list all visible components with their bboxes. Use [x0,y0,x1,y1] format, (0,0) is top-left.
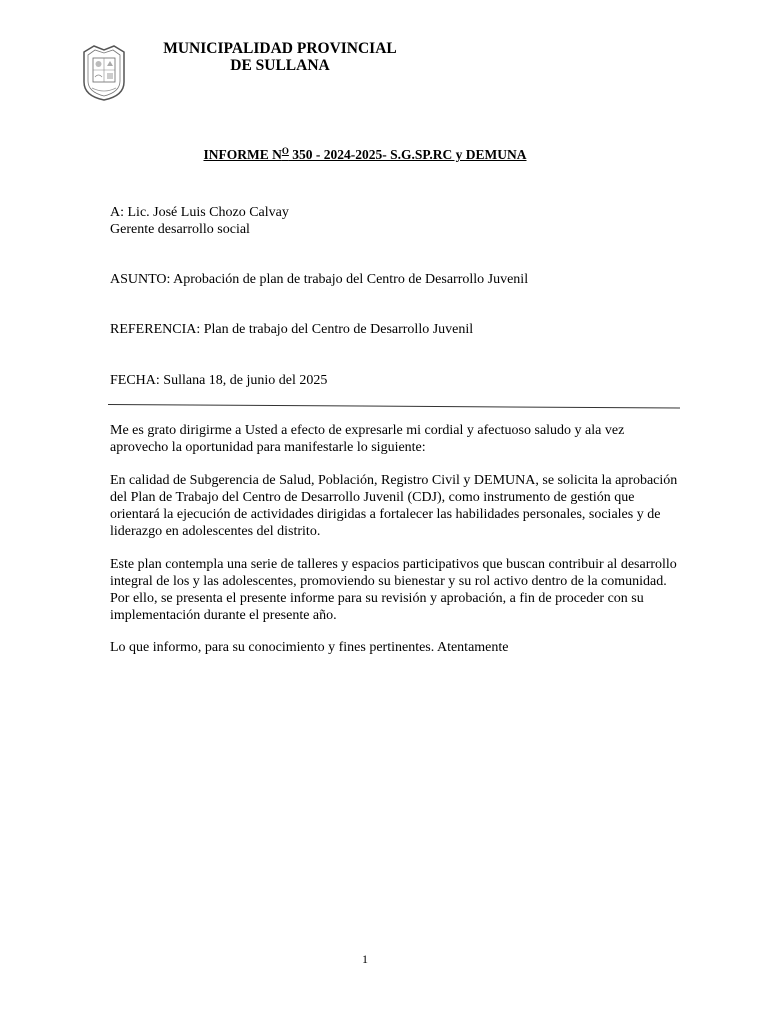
org-name-line1: MUNICIPALIDAD PROVINCIAL [163,40,397,57]
report-title-prefix: INFORME N [203,147,282,162]
body-paragraph-3: Este plan contempla una serie de talleres y espacios participativos que buscan contribuir al desarrollo integral de los y las adolescentes, promoviendo su bienestar y su rol activo dentro de la comunidad. Por ello, se presenta el presente informe para su revisión y aprobación, a fin de proceder con su implementación durante el presente año. [110,557,677,623]
report-title [0,146,730,163]
report-title-number: 350 - 2024-2025- S.G.SP.RC y DEMUNA [288,147,527,162]
subject-line: ASUNTO: Aprobación de plan de trabajo del Centro de Desarrollo Juvenil [110,272,529,287]
report-title-superscript: O [281,146,289,156]
body-paragraph-2: En calidad de Subgerencia de Salud, Población, Registro Civil y DEMUNA, se solicita la aprobación del Plan de Trabajo del Centro de Desarrollo Juvenil (CDJ), como instrumento de gestión que orientará la ejecución de actividades dirigidas a fortalecer las habilidades personales, sociales y de liderazgo en adolescentes del distrito. [110,473,678,539]
organization-header [140,40,420,74]
addressee-block [110,204,670,238]
org-name-line2: DE SULLANA [230,57,330,74]
date-line: FECHA: Sullana 18, de junio del 2025 [110,373,328,388]
page-number: 1 [362,952,368,966]
reference-line: REFERENCIA: Plan de trabajo del Centro de Desarrollo Juvenil [110,322,474,337]
municipal-seal-icon [80,44,128,102]
addressee-name: A: Lic. José Luis Chozo Calvay [110,205,289,220]
closing-paragraph: Lo que informo, para su conocimiento y fines pertinentes. Atentamente [110,640,509,655]
body-paragraph-1: Me es grato dirigirme a Usted a efecto de expresarle mi cordial y afectuoso saludo y ala vez aprovecho la oportunidad para manifestarle lo siguiente: [110,423,625,455]
addressee-role: Gerente desarrollo social [110,222,250,237]
separator-rule [108,404,680,408]
